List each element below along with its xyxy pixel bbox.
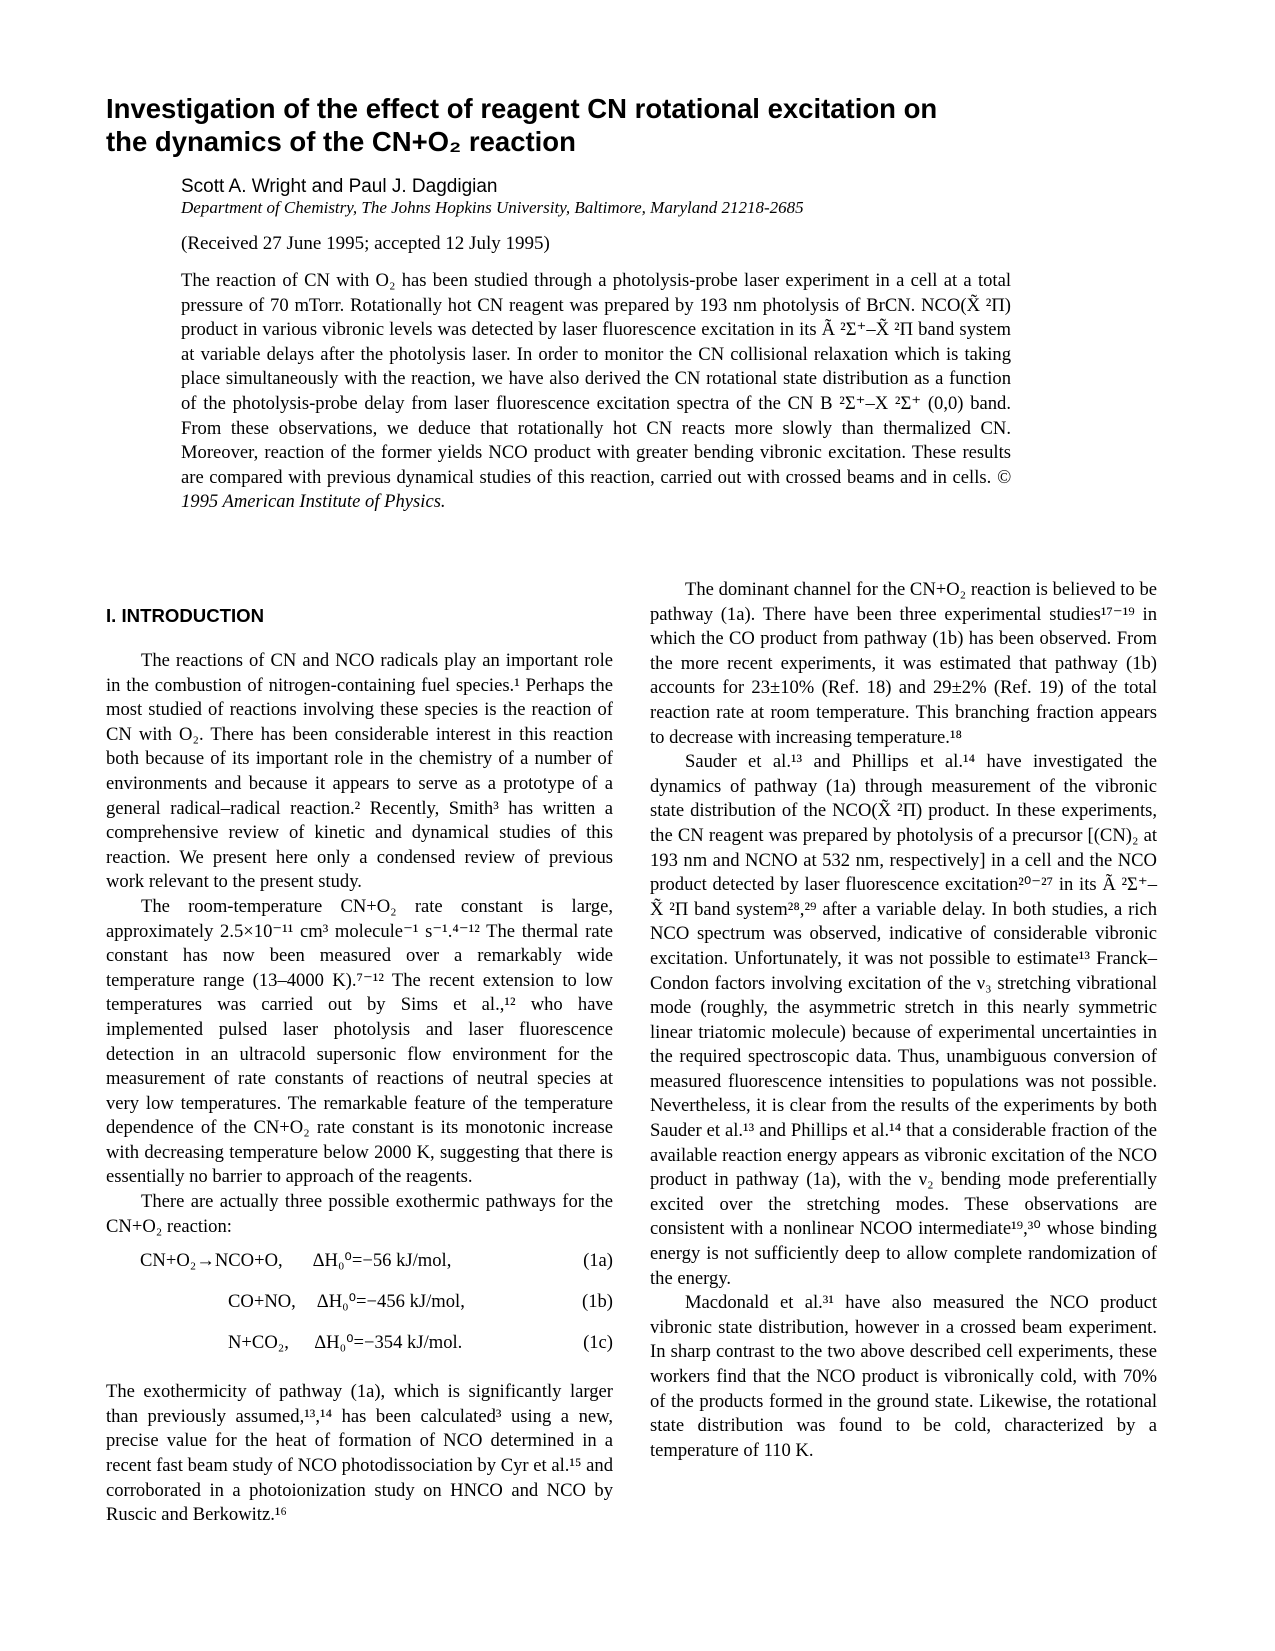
abstract-body: The reaction of CN with O₂ has been studied through a photolysis-probe laser experiment in a cell at a total pressure of 70 mTorr. Rotationally hot CN reagent was prepared by 193 nm photolysis of BrCN. NCO(X̃ ²Π) product in various vibronic levels was detected by laser fluorescence excitation in its Ã ²Σ⁺–X̃ ²Π band system at variable delays after the photolysis laser. In order to monitor the CN collisional relaxation which is taking place simultaneously with the reaction, we have also derived the CN rotational state distribution as a function of the photolysis-probe delay from laser fluorescence excitation spectra of the CN B ²Σ⁺–X ²Σ⁺ (0,0) band. From these observations, we deduce that rotationally hot CN reacts more slowly than thermalized CN. Moreover, reaction of the former yields NCO product with greater bending vibronic excitation. These results are compared with previous dynamical studies of this reaction, carried out with crossed beams and in cells. (181, 270, 1011, 488)
equation-number: (1a) (583, 1250, 613, 1272)
paragraph: The dominant channel for the CN+O₂ reaction is believed to be pathway (1a). There have been three experimental studies¹⁷⁻¹⁹ in which the CO product from pathway (1b) has been observed. From the more recent experiments, it was estimated that pathway (1b) accounts for 23±10% (Ref. 18) and 29±2% (Ref. 19) of the total reaction rate at room temperature. This branching fraction appears to decrease with increasing temperature.¹⁸ (650, 579, 1157, 748)
paragraph: The reactions of CN and NCO radicals play an important role in the combustion of nitrogen-containing fuel species.¹ Perhaps the most studied of reactions involving these species is the reaction of CN with O₂. There has been considerable interest in this reaction both because of its important role in the chemistry of a number of environments and because it appears to serve as a prototype of a general radical–radical reaction.² Recently, Smith³ has written a comprehensive review of kinetic and dynamical studies of this reaction. We present here only a condensed review of previous work relevant to the present study. (106, 650, 613, 893)
paragraph: Macdonald et al.³¹ have also measured the NCO product vibronic state distribution, however in a crossed beam experiment. In sharp contrast to the two above described cell experiments, these workers find that the NCO product is vibronically cold, with 70% of the products formed in the ground state. Likewise, the rotational state distribution was found to be cold, characterized by a temperature of 110 K. (650, 1292, 1157, 1461)
author-list: Scott A. Wright and Paul J. Dagdigian (181, 176, 498, 197)
equation-number: (1b) (582, 1291, 613, 1313)
equation-rhs: ΔH₀⁰=−456 kJ/mol, (316, 1291, 465, 1313)
equation-rhs: ΔH₀⁰=−56 kJ/mol, (312, 1250, 452, 1272)
copyright-notice: © 1995 American Institute of Physics. (181, 466, 1011, 513)
equation-1b (106, 1290, 613, 1331)
left-column (106, 604, 613, 1528)
paragraph: There are actually three possible exothermic pathways for the CN+O₂ reaction: (106, 1191, 613, 1237)
equation-number: (1c) (583, 1332, 613, 1354)
equation-rhs: ΔH₀⁰=−354 kJ/mol. (314, 1332, 463, 1354)
equation-block (106, 1249, 613, 1372)
paragraph: The exothermicity of pathway (1a), which is significantly larger than previously assumed,¹³,¹⁴ has been calculated³ using a new, precise value for the heat of formation of NCO determined in a recent fast beam study of NCO photodissociation by Cyr et al.¹⁵ and corroborated in a photoionization study on HNCO and NCO by Ruscic and Berkowitz.¹⁶ (106, 1381, 613, 1526)
section-heading: I. INTRODUCTION (106, 605, 265, 626)
received-date: (Received 27 June 1995; accepted 12 July 1995) (181, 233, 550, 254)
paper-title (106, 92, 1106, 158)
title-line-2: the dynamics of the CN+O₂ reaction (106, 126, 576, 157)
paragraph: The room-temperature CN+O₂ rate constant is large, approximately 2.5×10⁻¹¹ cm³ molecule⁻¹ s⁻¹.⁴⁻¹² The thermal rate constant has now been measured over a remarkably wide temperature range (13–4000 K).⁷⁻¹² The recent extension to low temperatures was carried out by Sims et al.,¹² who have implemented pulsed laser photolysis and laser fluorescence detection in an ultracold supersonic flow environment for the measurement of rate constants of reactions of neutral species at very low temperatures. The remarkable feature of the temperature dependence of the CN+O₂ rate constant is its monotonic increase with decreasing temperature below 2000 K, suggesting that there is essentially no barrier to approach of the reagents. (106, 895, 613, 1188)
equation-1a (106, 1249, 613, 1290)
affiliation: Department of Chemistry, The Johns Hopkins University, Baltimore, Maryland 21218-2685 (181, 198, 804, 217)
abstract (181, 269, 1011, 515)
equation-lhs: N+CO₂, (228, 1332, 289, 1354)
equation-1c (106, 1331, 613, 1372)
equation-lhs: CN+O₂→NCO+O, (140, 1250, 283, 1272)
equation-lhs: CO+NO, (228, 1291, 296, 1313)
right-column (650, 578, 1157, 1463)
paragraph: Sauder et al.¹³ and Phillips et al.¹⁴ have investigated the dynamics of pathway (1a) through measurement of the vibronic state distribution of the NCO(X̃ ²Π) product. In these experiments, the CN reagent was prepared by photolysis of a precursor [(CN)₂ at 193 nm and NCNO at 532 nm, respectively] in a cell and the NCO product detected by laser fluorescence excitation²⁰⁻²⁷ in its Ã ²Σ⁺–X̃ ²Π band system²⁸,²⁹ after a variable delay. In both studies, a rich NCO spectrum was observed, indicative of considerable vibronic excitation. Unfortunately, it was not possible to estimate¹³ Franck–Condon factors involving excitation of the ν₃ stretching vibrational mode (roughly, the asymmetric stretch in this nearly symmetric linear triatomic molecule) because of experimental uncertainties in the required spectroscopic data. Thus, unambiguous conversion of measured fluorescence intensities to populations was not possible. Nevertheless, it is clear from the results of the experiments by both Sauder et al.¹³ and Phillips et al.¹⁴ that a considerable fraction of the available reaction energy appears as vibronic excitation of the NCO product in pathway (1a), with the ν₂ bending mode preferentially excited over the stretching modes. These observations are consistent with a nonlinear NCOO intermediate¹⁹,³⁰ whose binding energy is not sufficiently deep to allow complete randomization of the energy. (650, 751, 1157, 1289)
title-line-1: Investigation of the effect of reagent CN rotational excitation on (106, 93, 938, 124)
